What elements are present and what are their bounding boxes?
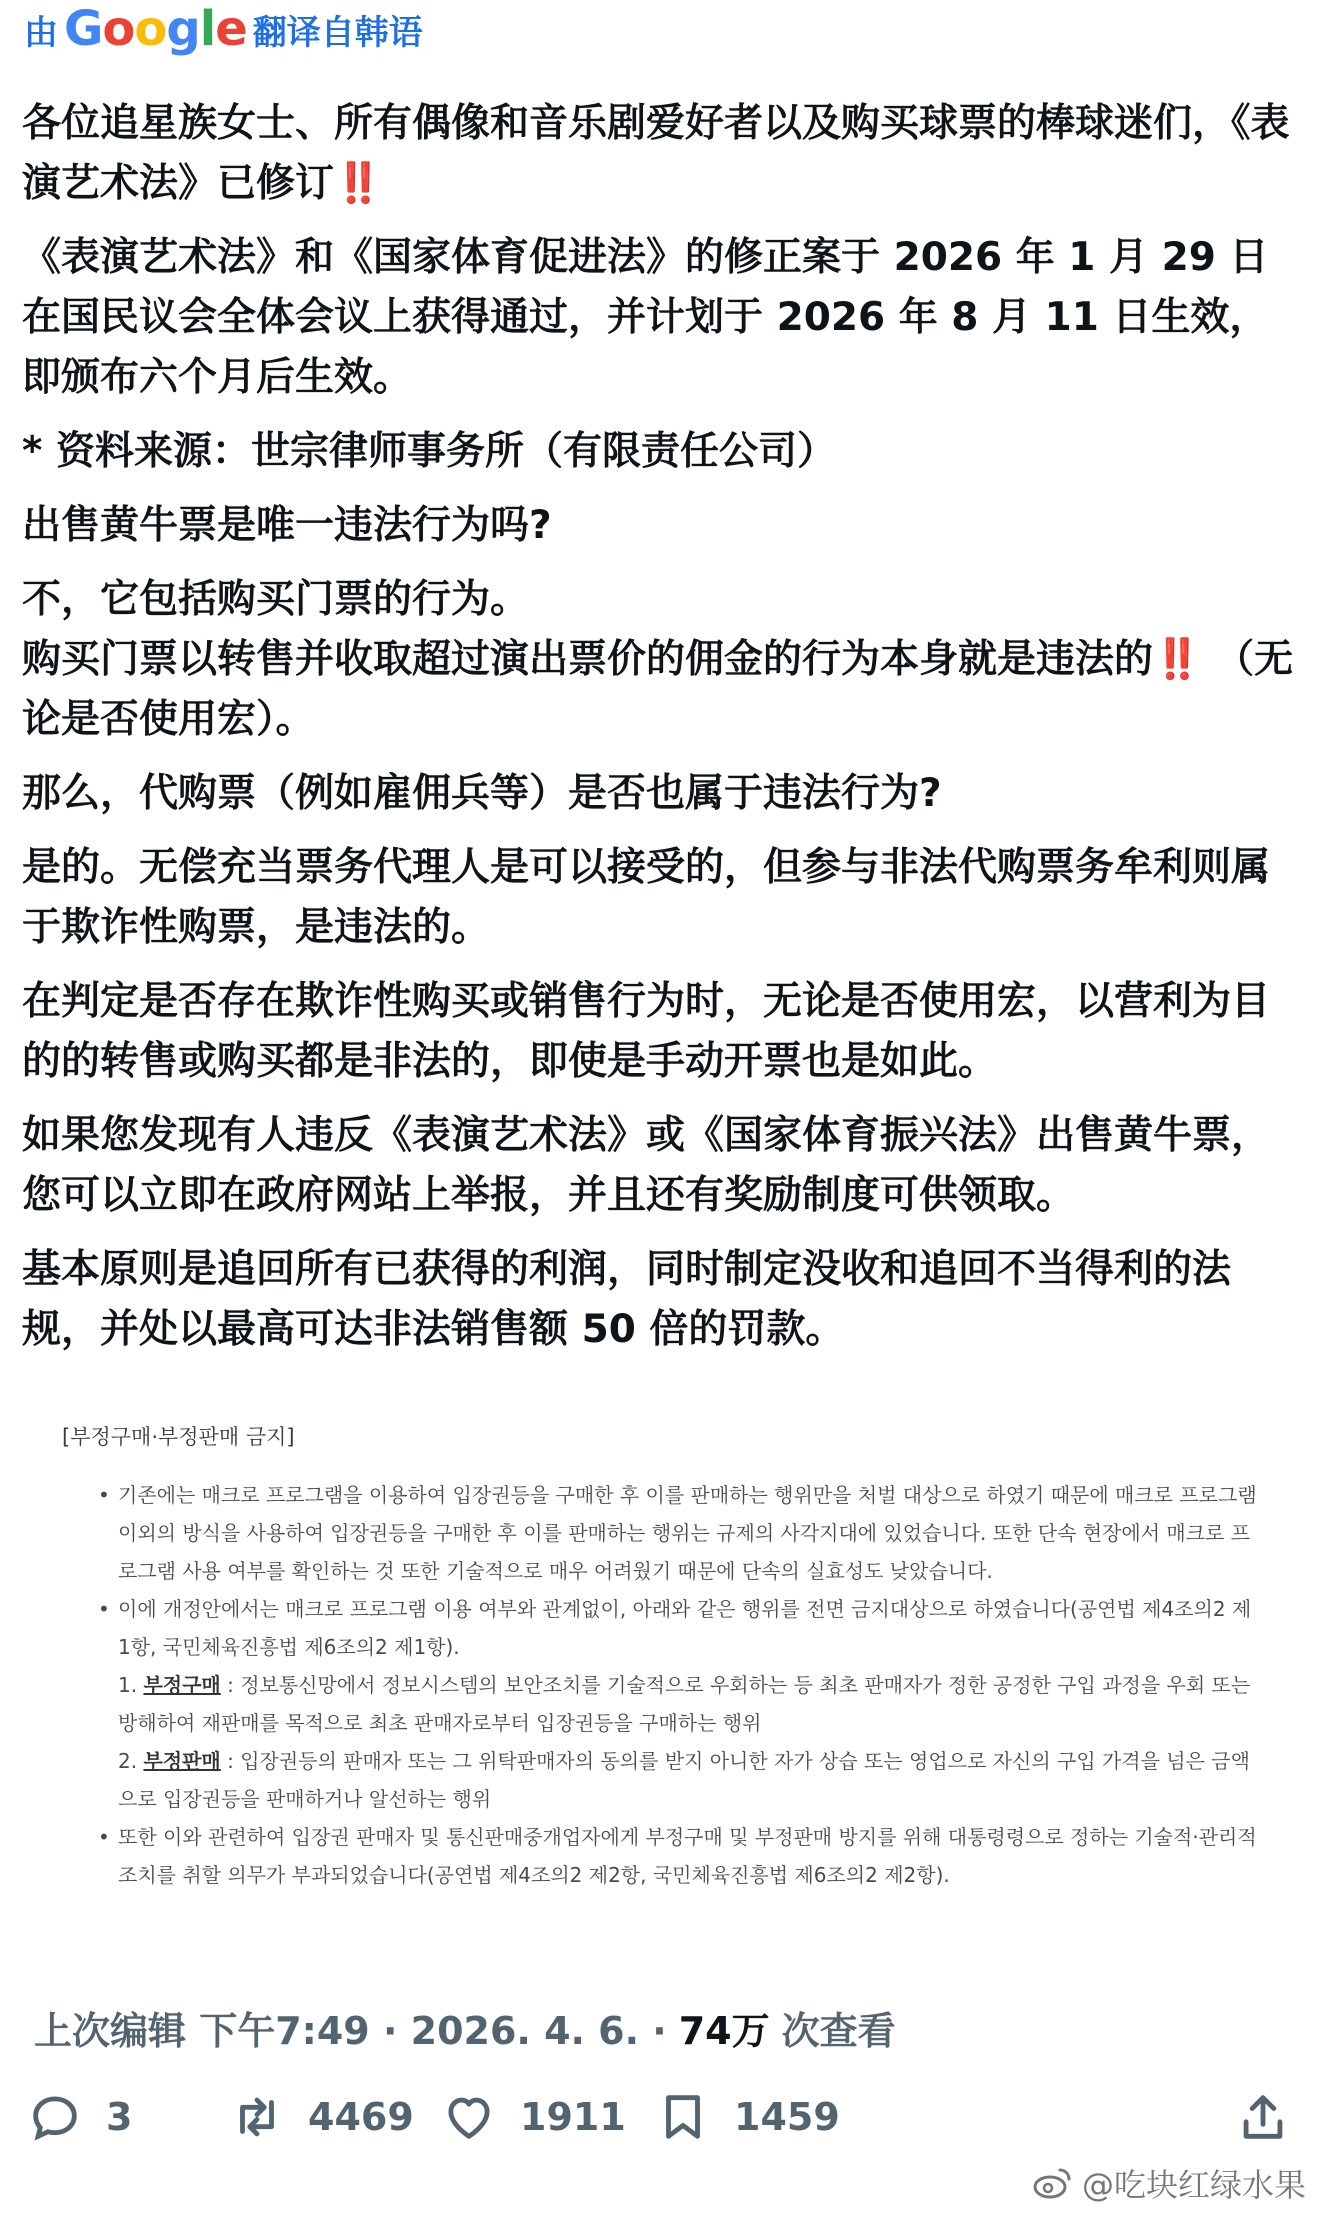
repost-button[interactable]	[228, 2088, 414, 2146]
doc-bullet-item: • 기존에는 매크로 프로그램을 이용하여 입장권등을 구매한 후 이를 판매하는 행위만을 처벌 대상으로 하였기 때문에 매크로 프로그램 이외의 방식을 사용하여 입장권등을 구매한 후 이를 판매하는 행위는 규제의 사각지대에 있었습니다. 또한 단속 현장에서 매크로 프로그램 사용 여부를 확인하는 것 또한 기술적으로 매우 어려웠기 때문에 단속의 실효성도 낮았습니다.	[98, 1483, 1257, 1583]
attached-document-image[interactable]	[62, 1418, 1262, 1894]
view-count: 74万	[678, 2009, 770, 2053]
post-body	[22, 94, 1298, 1374]
translate-suffix: 翻译自韩语	[252, 12, 423, 53]
post-paragraph-answer-2: 是的。无偿充当票务代理人是可以接受的，但参与非法代购票务牟利则属于欺诈性购票，是违法的。	[22, 845, 1271, 950]
like-button[interactable]	[440, 2088, 626, 2146]
post-paragraph-answer-1b: 购买门票以转售并收取超过演出票价的佣金的行为本身就是违法的‼️ （无论是否使用宏）。	[22, 637, 1294, 742]
post-paragraph-question-2: 那么，代购票（例如雇佣兵等）是否也属于违法行为?	[22, 771, 942, 816]
doc-title: [부정구매·부정판매 금지]	[62, 1425, 295, 1449]
bookmark-count: 1459	[734, 2095, 840, 2139]
post-paragraph-report: 如果您发现有人违反《表演艺术法》或《国家体育振兴法》出售黄牛票，您可以立即在政府网站上举报，并且还有奖励制度可供领取。	[22, 1113, 1271, 1218]
translated-from-bar[interactable]	[24, 1, 423, 57]
post-paragraph-answer-1: 不，它包括购买门票的行为。	[22, 577, 530, 622]
action-bar	[26, 2088, 1306, 2158]
post-meta	[34, 2000, 896, 2055]
reply-button[interactable]	[26, 2088, 132, 2146]
like-count: 1911	[520, 2095, 626, 2139]
doc-bullet-item: • 이에 개정안에서는 매크로 프로그램 이용 여부와 관계없이, 아래와 같은 행위를 전면 금지대상으로 하였습니다(공연법 제4조의2 제1항, 국민체육진흥법 제6조의2 제1항).	[98, 1597, 1252, 1659]
reply-count: 3	[106, 2095, 133, 2139]
repost-icon	[228, 2088, 286, 2146]
doc-bullet-item: • 또한 이와 관련하여 입장권 판매자 및 통신판매중개업자에게 부정구매 및 부정판매 방지를 위해 대통령령으로 정하는 기술적·관리적 조치를 취할 의무가 부과되었습니다(공연법 제4조의2 제2항, 국민체육진흥법 제6조의2 제2항).	[98, 1825, 1257, 1887]
post-paragraph-1: 各位追星族女士、所有偶像和音乐剧爱好者以及购买球票的棒球迷们，《表演艺术法》已修订‼️	[22, 101, 1290, 206]
repost-count: 4469	[308, 2095, 414, 2139]
post-paragraph-judgement: 在判定是否存在欺诈性购买或销售行为时，无论是否使用宏，以营利为目的的转售或购买都是非法的，即使是手动开票也是如此。	[22, 979, 1271, 1084]
doc-sub-item: 2. 부정판매 : 입장권등의 판매자 또는 그 위탁판매자의 동의를 받지 아니한 자가 상습 또는 영업으로 자신의 구입 가격을 넘은 금액으로 입장권등을 판매하거나 알선하는 행위	[118, 1749, 1250, 1811]
weibo-logo-icon	[1032, 2166, 1072, 2200]
edited-timestamp: 上次编辑 下午7:49 · 2026. 4. 6. ·	[34, 2009, 667, 2053]
post-paragraph-2: 《表演艺术法》和《国家体育促进法》的修正案于 2026 年 1 月 29 日在国民议会全体会议上获得通过，并计划于 2026 年 8 月 11 日生效，即颁布六个月后生效。	[22, 235, 1269, 400]
post-paragraph-source: * 资料来源：世宗律师事务所（有限责任公司）	[22, 429, 836, 474]
weibo-watermark	[1032, 2160, 1306, 2206]
post-paragraph-question-1: 出售黄牛票是唯一违法行为吗?	[22, 503, 552, 548]
watermark-text: @吃块红绿水果	[1081, 2166, 1306, 2204]
view-label: 次查看	[781, 2009, 896, 2053]
share-button[interactable]	[1234, 2088, 1292, 2146]
post-paragraph-principle: 基本原则是追回所有已获得的利润，同时制定没收和追回不当得利的法规，并处以最高可达非法销售额 50 倍的罚款。	[22, 1247, 1232, 1352]
reply-icon	[26, 2088, 84, 2146]
share-icon	[1234, 2088, 1292, 2146]
google-logo: Google	[64, 1, 247, 57]
translate-prefix: 由	[24, 12, 58, 53]
bookmark-button[interactable]	[654, 2088, 840, 2146]
double-exclamation-icon: ‼️	[1153, 637, 1202, 682]
double-exclamation-icon: ‼️	[334, 161, 383, 206]
doc-sub-item: 1. 부정구매 : 정보통신망에서 정보시스템의 보안조치를 기술적으로 우회하는 등 최초 판매자가 정한 공정한 구입 과정을 우회 또는 방해하여 재판매를 목적으로 최초 판매자로부터 입장권등을 구매하는 행위	[118, 1673, 1251, 1735]
bookmark-icon	[654, 2088, 712, 2146]
heart-icon	[440, 2088, 498, 2146]
